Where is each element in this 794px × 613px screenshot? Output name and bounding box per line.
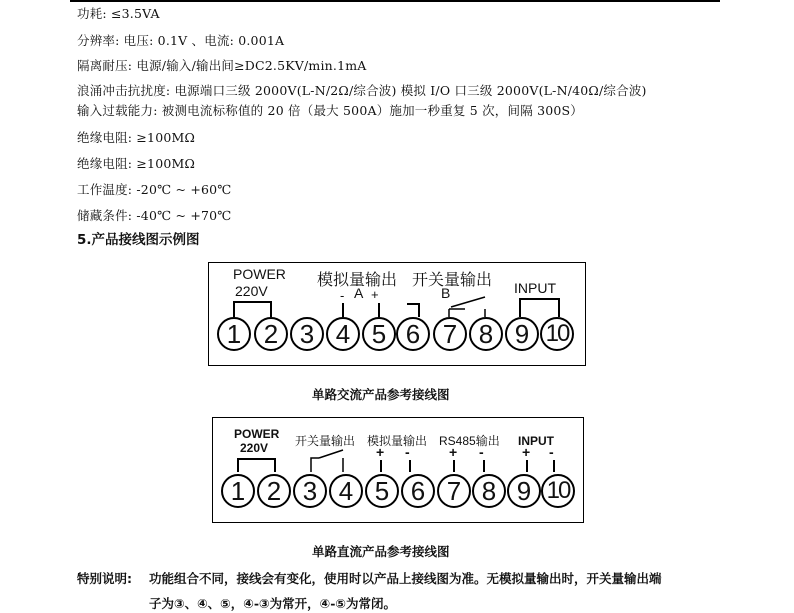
note-line-2: 子为③、④、⑤，④-③为常开，④-⑤为常闭。 <box>149 596 396 611</box>
dc-analog-minus: - <box>405 444 410 460</box>
dc-power-bracket <box>237 458 275 460</box>
dc-input-minus: - <box>549 444 554 460</box>
dc-terminal-2: 2 <box>257 474 291 508</box>
ac-terminal-9: 9 <box>505 317 539 351</box>
dc-terminal-7: 7 <box>437 474 471 508</box>
ac-power-bracket <box>233 301 271 303</box>
top-rule <box>70 0 720 2</box>
ac-terminal-2: 2 <box>254 317 288 351</box>
spec-isolation-voltage: 隔离耐压: 电源/输入/输出间≥DC2.5KV/min.1mA <box>77 58 367 73</box>
ac-terminal-1: 1 <box>217 317 251 351</box>
ac-terminal-8: 8 <box>469 317 503 351</box>
ac-terminal-3: 3 <box>290 317 324 351</box>
section-title: 5.产品接线图示例图 <box>77 232 200 248</box>
ac-analog-minus: - <box>340 288 345 303</box>
dc-rs485-minus: - <box>479 444 484 460</box>
spec-surge-immunity: 浪涌冲击抗扰度: 电源端口三级 2000V(L-N/2Ω/综合波) 模拟 I/O 口三级 2000V(L-N/40Ω/综合波) <box>77 83 647 98</box>
dc-voltage-label: 220V <box>240 441 269 455</box>
ac-input-bracket <box>519 298 559 300</box>
note-line-1: 功能组合不同，接线会有变化，使用时以产品上接线图为准。无模拟量输出时，开关量输出端 <box>149 571 662 586</box>
ac-analog-a: A <box>354 285 364 301</box>
dc-terminal-9: 9 <box>507 474 541 508</box>
ac-analog-wire-plus <box>378 303 380 317</box>
dc-terminal-8: 8 <box>472 474 506 508</box>
ac-switch-b: B <box>441 285 451 301</box>
dc-switch-output-label: 开关量输出 <box>295 434 356 448</box>
note-label: 特别说明: <box>77 571 132 586</box>
ac-terminal-7: 7 <box>433 317 467 351</box>
dc-input-plus: + <box>522 444 531 460</box>
spec-power-consumption: 功耗: ≤3.5VA <box>77 6 160 21</box>
spec-insulation-resistance: 绝缘电阻: ≥100MΩ <box>77 130 196 145</box>
dc-rs485-plus: + <box>449 444 458 460</box>
dc-input-label: INPUT <box>518 434 554 448</box>
dc-terminal-1: 1 <box>221 474 255 508</box>
dc-power-label: POWER <box>234 427 280 441</box>
dc-analog-plus: + <box>376 444 385 460</box>
dc-wiring-diagram <box>212 417 584 523</box>
ac-power-label: POWER <box>233 266 286 282</box>
ac-wiring-diagram <box>208 262 586 366</box>
dc-terminal-3: 3 <box>293 474 327 508</box>
ac-diagram-caption: 单路交流产品参考接线图 <box>312 387 450 402</box>
ac-terminal-5: 5 <box>362 317 396 351</box>
ac-analog-plus: + <box>371 287 379 302</box>
dc-terminal-6: 6 <box>401 474 435 508</box>
ac-voltage-label: 220V <box>235 283 268 299</box>
ac-terminal-6: 6 <box>396 317 430 351</box>
ac-analog-output-label: 模拟量输出 <box>317 272 398 289</box>
spec-overload: 输入过载能力: 被测电流标称值的 20 倍（最大 500A）施加一秒重复 5 次，间隔 300S） <box>77 103 583 118</box>
ac-input-label: INPUT <box>514 280 556 296</box>
dc-terminal-4: 4 <box>329 474 363 508</box>
dc-rs485-output-label: RS485输出 <box>439 434 500 448</box>
ac-switch-output-label: 开关量输出 <box>412 272 493 289</box>
dc-terminal-5: 5 <box>365 474 399 508</box>
dc-switch-contact-symbol <box>309 452 355 474</box>
ac-terminal-4: 4 <box>326 317 360 351</box>
spec-insulation-resistance-2: 绝缘电阻: ≥100MΩ <box>77 156 196 171</box>
spec-storage-conditions: 储藏条件: -40℃ ~ +70℃ <box>77 208 232 223</box>
dc-analog-output-label: 模拟量输出 <box>367 434 428 448</box>
dc-diagram-caption: 单路直流产品参考接线图 <box>312 544 450 559</box>
ac-terminal-10: 10 <box>540 317 574 351</box>
dc-terminal-10: 10 <box>541 474 575 508</box>
ac-analog-wire-minus <box>342 303 344 317</box>
spec-resolution: 分辨率: 电压: 0.1V 、电流: 0.001A <box>77 33 285 48</box>
spec-operating-temperature: 工作温度: -20℃ ~ +60℃ <box>77 182 232 197</box>
